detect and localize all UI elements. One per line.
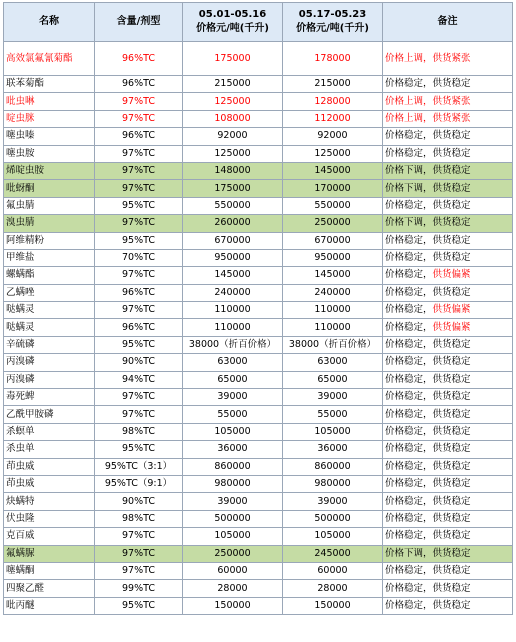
spec-cell: 97%TC [95, 180, 183, 197]
price-period2-cell: 670000 [283, 232, 383, 249]
product-name-cell: 辛硫磷 [4, 336, 95, 353]
header-name: 名称 [4, 3, 95, 42]
spec-cell: 97%TC [95, 110, 183, 127]
header-spec: 含量/剂型 [95, 3, 183, 42]
spec-cell: 98%TC [95, 510, 183, 527]
spec-cell: 97%TC [95, 389, 183, 406]
spec-cell: 96%TC [95, 284, 183, 301]
note-cell: 价格稳定，供货稳定 [383, 197, 513, 214]
table-row [4, 493, 513, 510]
product-name-cell: 克百威 [4, 528, 95, 545]
price-period1-cell: 500000 [183, 510, 283, 527]
price-period2-cell: 105000 [283, 528, 383, 545]
product-name-cell: 噻虫胺 [4, 145, 95, 162]
table-header-row [4, 3, 513, 42]
table-row [4, 528, 513, 545]
product-name-cell: 螺螨酯 [4, 267, 95, 284]
price-period1-cell: 110000 [183, 302, 283, 319]
spec-cell: 95%TC [95, 197, 183, 214]
table-row [4, 336, 513, 353]
note-cell: 价格稳定，供货稳定 [383, 406, 513, 423]
header-period1-date: 05.01-05.16 [198, 9, 267, 20]
price-period2-cell: 128000 [283, 93, 383, 110]
table-row [4, 197, 513, 214]
price-period2-cell: 550000 [283, 197, 383, 214]
product-name-cell: 四聚乙醛 [4, 580, 95, 597]
table-row [4, 110, 513, 127]
product-name-cell: 噻螨酮 [4, 562, 95, 579]
table-row [4, 180, 513, 197]
spec-cell: 97%TC [95, 528, 183, 545]
price-period1-cell: 36000 [183, 441, 283, 458]
header-period2-unit: 价格元/吨(千升) [296, 23, 369, 34]
spec-cell: 97%TC [95, 215, 183, 232]
price-period1-cell: 65000 [183, 371, 283, 388]
price-period2-cell: 500000 [283, 510, 383, 527]
table-row [4, 562, 513, 579]
note-cell: 价格上调，供货紧张 [383, 42, 513, 76]
price-period2-cell: 215000 [283, 76, 383, 93]
table-row [4, 475, 513, 492]
table-row [4, 215, 513, 232]
spec-cell: 97%TC [95, 406, 183, 423]
spec-cell: 95%TC [95, 232, 183, 249]
note-cell: 价格稳定，供货稳定 [383, 493, 513, 510]
product-name-cell: 溴虫腈 [4, 215, 95, 232]
note-cell: 价格稳定，供货稳定 [383, 580, 513, 597]
spec-cell: 97%TC [95, 545, 183, 562]
price-period1-cell: 28000 [183, 580, 283, 597]
spec-cell: 95%TC（9:1） [95, 475, 183, 492]
spec-cell: 95%TC [95, 336, 183, 353]
price-period2-cell: 65000 [283, 371, 383, 388]
price-period1-cell: 260000 [183, 215, 283, 232]
spec-cell: 70%TC [95, 249, 183, 266]
price-period1-cell: 550000 [183, 197, 283, 214]
price-period1-cell: 145000 [183, 267, 283, 284]
price-period2-cell: 28000 [283, 580, 383, 597]
note-cell: 价格稳定，供货稳定 [383, 562, 513, 579]
spec-cell: 97%TC [95, 162, 183, 179]
price-period1-cell: 38000（折百价格） [183, 336, 283, 353]
price-period1-cell: 39000 [183, 389, 283, 406]
price-period1-cell: 950000 [183, 249, 283, 266]
header-period1 [183, 3, 283, 42]
table-row [4, 93, 513, 110]
price-period1-cell: 215000 [183, 76, 283, 93]
note-supply-part: 供货偏紧 [432, 321, 471, 333]
spec-cell: 98%TC [95, 423, 183, 440]
table-row [4, 510, 513, 527]
table-row [4, 42, 513, 76]
note-cell: 价格稳定，供货稳定 [383, 423, 513, 440]
table-row [4, 389, 513, 406]
table-row [4, 406, 513, 423]
note-cell: 价格下调，供货稳定 [383, 215, 513, 232]
spec-cell: 96%TC [95, 42, 183, 76]
price-period2-cell: 39000 [283, 389, 383, 406]
note-cell: 价格下调，供货稳定 [383, 545, 513, 562]
spec-cell: 99%TC [95, 580, 183, 597]
product-name-cell: 啶虫脒 [4, 110, 95, 127]
product-name-cell: 氟虫腈 [4, 197, 95, 214]
price-period1-cell: 92000 [183, 128, 283, 145]
price-period1-cell: 108000 [183, 110, 283, 127]
table-row [4, 76, 513, 93]
product-name-cell: 氟螨脲 [4, 545, 95, 562]
price-period2-cell: 38000（折百价格） [283, 336, 383, 353]
table-row [4, 580, 513, 597]
product-name-cell: 杀螟单 [4, 423, 95, 440]
table-row [4, 267, 513, 284]
note-price-part: 价格稳定， [385, 321, 433, 333]
note-cell: 价格稳定，供货稳定 [383, 441, 513, 458]
product-name-cell: 伏虫隆 [4, 510, 95, 527]
price-period1-cell: 250000 [183, 545, 283, 562]
note-price-part: 价格稳定， [385, 269, 433, 281]
price-period1-cell: 860000 [183, 458, 283, 475]
note-cell: 价格稳定，供货稳定 [383, 597, 513, 614]
price-period1-cell: 148000 [183, 162, 283, 179]
spec-cell: 95%TC（3:1） [95, 458, 183, 475]
table-row [4, 597, 513, 614]
spec-cell: 96%TC [95, 319, 183, 336]
spec-cell: 96%TC [95, 128, 183, 145]
spec-cell: 97%TC [95, 302, 183, 319]
note-cell: 价格稳定，供货稳定 [383, 232, 513, 249]
price-period1-cell: 39000 [183, 493, 283, 510]
spec-cell: 97%TC [95, 267, 183, 284]
note-cell [383, 302, 513, 319]
table-row [4, 423, 513, 440]
product-name-cell: 茚虫威 [4, 458, 95, 475]
price-period1-cell: 980000 [183, 475, 283, 492]
note-cell: 价格上调，供货紧张 [383, 110, 513, 127]
price-period2-cell: 36000 [283, 441, 383, 458]
price-period1-cell: 125000 [183, 145, 283, 162]
spec-cell: 90%TC [95, 493, 183, 510]
price-period1-cell: 125000 [183, 93, 283, 110]
price-period2-cell: 145000 [283, 162, 383, 179]
price-period1-cell: 150000 [183, 597, 283, 614]
table-row [4, 302, 513, 319]
note-cell: 价格稳定，供货稳定 [383, 336, 513, 353]
table-row [4, 319, 513, 336]
product-name-cell: 哒螨灵 [4, 302, 95, 319]
note-cell: 价格稳定，供货稳定 [383, 389, 513, 406]
spec-cell: 97%TC [95, 93, 183, 110]
product-name-cell: 毒死蜱 [4, 389, 95, 406]
table-row [4, 354, 513, 371]
price-period2-cell: 110000 [283, 319, 383, 336]
pesticide-price-table [3, 2, 513, 615]
note-price-part: 价格稳定， [385, 304, 433, 316]
product-name-cell: 烯啶虫胺 [4, 162, 95, 179]
price-period2-cell: 240000 [283, 284, 383, 301]
spec-cell: 95%TC [95, 441, 183, 458]
price-period1-cell: 105000 [183, 423, 283, 440]
price-period1-cell: 670000 [183, 232, 283, 249]
price-period2-cell: 245000 [283, 545, 383, 562]
price-period2-cell: 92000 [283, 128, 383, 145]
product-name-cell: 吡蚜酮 [4, 180, 95, 197]
table-row [4, 458, 513, 475]
note-cell: 价格稳定，供货稳定 [383, 76, 513, 93]
price-period2-cell: 178000 [283, 42, 383, 76]
note-cell: 价格下调，供货稳定 [383, 180, 513, 197]
note-cell: 价格上调，供货紧张 [383, 93, 513, 110]
price-period2-cell: 125000 [283, 145, 383, 162]
product-name-cell: 丙溴磷 [4, 354, 95, 371]
price-period2-cell: 950000 [283, 249, 383, 266]
price-period2-cell: 60000 [283, 562, 383, 579]
price-period1-cell: 175000 [183, 180, 283, 197]
table-row [4, 128, 513, 145]
spec-cell: 96%TC [95, 76, 183, 93]
note-cell: 价格稳定，供货稳定 [383, 128, 513, 145]
header-period2 [283, 3, 383, 42]
price-period2-cell: 860000 [283, 458, 383, 475]
price-period2-cell: 39000 [283, 493, 383, 510]
note-cell: 价格稳定，供货稳定 [383, 528, 513, 545]
product-name-cell: 丙溴磷 [4, 371, 95, 388]
price-period1-cell: 240000 [183, 284, 283, 301]
table-row [4, 249, 513, 266]
product-name-cell: 炔螨特 [4, 493, 95, 510]
product-name-cell: 杀虫单 [4, 441, 95, 458]
price-period2-cell: 145000 [283, 267, 383, 284]
note-cell: 价格稳定，供货稳定 [383, 510, 513, 527]
table-row [4, 162, 513, 179]
price-period1-cell: 55000 [183, 406, 283, 423]
spec-cell: 97%TC [95, 562, 183, 579]
header-note: 备注 [383, 3, 513, 42]
product-name-cell: 高效氯氟氰菊酯 [4, 42, 95, 76]
price-period1-cell: 110000 [183, 319, 283, 336]
product-name-cell: 阿维精粉 [4, 232, 95, 249]
price-period2-cell: 110000 [283, 302, 383, 319]
spec-cell: 90%TC [95, 354, 183, 371]
note-cell [383, 267, 513, 284]
price-period2-cell: 170000 [283, 180, 383, 197]
price-period2-cell: 105000 [283, 423, 383, 440]
note-cell: 价格下调，供货稳定 [383, 162, 513, 179]
product-name-cell: 乙螨唑 [4, 284, 95, 301]
table-row [4, 232, 513, 249]
product-name-cell: 乙酰甲胺磷 [4, 406, 95, 423]
product-name-cell: 甲维盐 [4, 249, 95, 266]
product-name-cell: 吡丙醚 [4, 597, 95, 614]
table-row [4, 371, 513, 388]
note-cell [383, 319, 513, 336]
table-row [4, 545, 513, 562]
price-period1-cell: 63000 [183, 354, 283, 371]
product-name-cell: 哒螨灵 [4, 319, 95, 336]
product-name-cell: 吡虫啉 [4, 93, 95, 110]
price-period2-cell: 250000 [283, 215, 383, 232]
note-cell: 价格稳定，供货稳定 [383, 475, 513, 492]
note-supply-part: 供货偏紧 [432, 304, 471, 316]
table-row [4, 284, 513, 301]
note-cell: 价格稳定，供货稳定 [383, 145, 513, 162]
note-cell: 价格稳定，供货稳定 [383, 284, 513, 301]
product-name-cell: 联苯菊酯 [4, 76, 95, 93]
price-period2-cell: 980000 [283, 475, 383, 492]
spec-cell: 94%TC [95, 371, 183, 388]
price-period1-cell: 60000 [183, 562, 283, 579]
price-period1-cell: 175000 [183, 42, 283, 76]
note-cell: 价格稳定，供货稳定 [383, 354, 513, 371]
table-body [4, 42, 513, 615]
product-name-cell: 茚虫威 [4, 475, 95, 492]
price-period1-cell: 105000 [183, 528, 283, 545]
note-cell: 价格稳定，供货稳定 [383, 371, 513, 388]
table-row [4, 145, 513, 162]
note-cell: 价格稳定，供货稳定 [383, 458, 513, 475]
spec-cell: 95%TC [95, 597, 183, 614]
price-period2-cell: 55000 [283, 406, 383, 423]
table-row [4, 441, 513, 458]
price-period2-cell: 63000 [283, 354, 383, 371]
note-supply-part: 供货偏紧 [432, 269, 471, 281]
price-period2-cell: 150000 [283, 597, 383, 614]
price-period2-cell: 112000 [283, 110, 383, 127]
header-period2-date: 05.17-05.23 [298, 9, 367, 20]
header-period1-unit: 价格元/吨(千升) [196, 23, 269, 34]
product-name-cell: 噻虫嗪 [4, 128, 95, 145]
spec-cell: 97%TC [95, 145, 183, 162]
note-cell: 价格稳定，供货稳定 [383, 249, 513, 266]
